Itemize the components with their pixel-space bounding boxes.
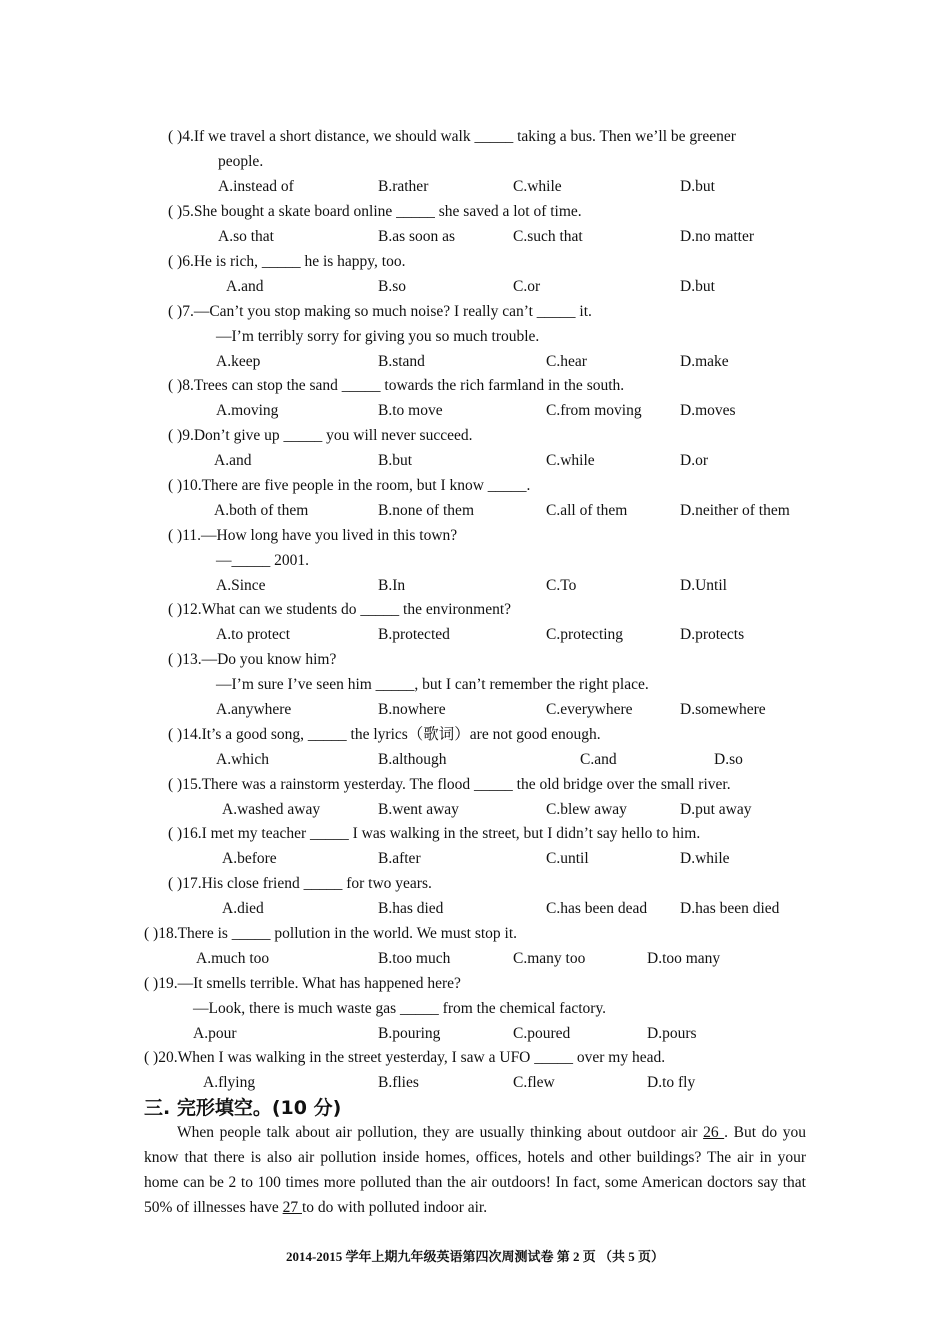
question-17-option-d: D.has been died xyxy=(680,900,780,917)
question-4-stem: ( )4.If we travel a short distance, we should walk _____ taking a bus. Then we’ll be greener xyxy=(168,128,736,145)
question-14-option-d: D.so xyxy=(714,751,743,768)
question-10-option-a: A.both of them xyxy=(214,502,309,519)
question-16-option-c: C.until xyxy=(546,850,589,867)
question-17-stem: ( )17.His close friend _____ for two years. xyxy=(168,875,432,892)
question-14-option-b: B.although xyxy=(378,751,447,768)
question-13-option-d: D.somewhere xyxy=(680,701,766,718)
question-10-option-c: C.all of them xyxy=(546,502,628,519)
question-12-stem: ( )12.What can we students do _____ the environment? xyxy=(168,601,512,618)
question-10-option-b: B.none of them xyxy=(378,502,474,519)
question-15-option-b: B.went away xyxy=(378,801,459,818)
question-16-option-d: D.while xyxy=(680,850,730,867)
cloze-text-part-2: . But do you know that there is also air pollution inside homes, offices, hotels and other buildings? The air in your home can be 2 to 100 times more polluted than the air outdoors! In fact, some American doctors say that 50% of illnesses have xyxy=(144,1124,806,1216)
question-13-option-b: B.nowhere xyxy=(378,701,446,718)
cloze-passage xyxy=(144,1120,806,1220)
question-5-option-b: B.as soon as xyxy=(378,228,456,245)
cloze-text-part-3: to do with polluted indoor air. xyxy=(301,1199,488,1216)
question-13-option-c: C.everywhere xyxy=(546,701,633,718)
question-20-option-d: D.to fly xyxy=(647,1074,696,1091)
question-9-option-d: D.or xyxy=(680,452,708,469)
question-8-stem: ( )8.Trees can stop the sand _____ towards the rich farmland in the south. xyxy=(168,377,625,394)
question-12-option-b: B.protected xyxy=(378,626,450,643)
question-20-option-a: A.flying xyxy=(203,1074,256,1091)
question-20-stem: ( )20.When I was walking in the street yesterday, I saw a UFO _____ over my head. xyxy=(144,1049,666,1066)
question-5-option-a: A.so that xyxy=(218,228,274,245)
question-7-option-c: C.hear xyxy=(546,353,587,370)
question-8-option-b: B.to move xyxy=(378,402,443,419)
question-7-option-a: A.keep xyxy=(216,353,261,370)
blank-27: 27 xyxy=(282,1199,302,1216)
question-17-option-c: C.has been dead xyxy=(546,900,648,917)
question-11-stem: ( )11.—How long have you lived in this town? xyxy=(168,527,458,544)
question-20-option-c: C.flew xyxy=(513,1074,555,1091)
question-14-stem: ( )14.It’s a good song, _____ the lyrics（歌词）are not good enough. xyxy=(168,726,601,743)
question-16-stem: ( )16.I met my teacher _____ I was walking in the street, but I didn’t say hello to him. xyxy=(168,825,701,842)
question-16-option-a: A.before xyxy=(222,850,277,867)
question-8-option-c: C.from moving xyxy=(546,402,642,419)
question-5-option-d: D.no matter xyxy=(680,228,755,245)
question-12-option-d: D.protects xyxy=(680,626,745,643)
question-4-option-c: C.while xyxy=(513,178,562,195)
question-18-option-a: A.much too xyxy=(196,950,270,967)
question-18-option-b: B.too much xyxy=(378,950,451,967)
question-18-stem: ( )18.There is _____ pollution in the world. We must stop it. xyxy=(144,925,518,942)
question-12-option-a: A.to protect xyxy=(216,626,291,643)
question-6-option-b: B.so xyxy=(378,278,406,295)
question-19-option-b: B.pouring xyxy=(378,1025,441,1042)
question-19-option-c: C.poured xyxy=(513,1025,571,1042)
question-11-option-b: B.In xyxy=(378,577,406,594)
question-5-stem: ( )5.She bought a skate board online _____ she saved a lot of time. xyxy=(168,203,582,220)
question-11-option-a: A.Since xyxy=(216,577,266,594)
question-19-stem-cont: —Look, there is much waste gas _____ from the chemical factory. xyxy=(193,1000,607,1017)
question-4-option-b: B.rather xyxy=(378,178,429,195)
question-6-option-c: C.or xyxy=(513,278,541,295)
question-17-option-a: A.died xyxy=(222,900,264,917)
section-title-cloze: 三. 完形填空。(10 分) xyxy=(144,1097,342,1119)
question-18-option-d: D.too many xyxy=(647,950,721,967)
question-13-option-a: A.anywhere xyxy=(216,701,292,718)
question-8-option-a: A.moving xyxy=(216,402,279,419)
question-13-stem: ( )13.—Do you know him? xyxy=(168,651,337,668)
question-19-option-d: D.pours xyxy=(647,1025,697,1042)
question-6-stem: ( )6.He is rich, _____ he is happy, too. xyxy=(168,253,406,270)
page-footer: 2014-2015 学年上期九年级英语第四次周测试卷 第 2 页 （共 5 页） xyxy=(285,1249,665,1264)
question-11-option-d: D.Until xyxy=(680,577,727,594)
question-13-stem-cont: —I’m sure I’ve seen him _____, but I can’t remember the right place. xyxy=(216,676,649,693)
question-7-option-d: D.make xyxy=(680,353,729,370)
question-8-option-d: D.moves xyxy=(680,402,736,419)
question-4-stem-cont: people. xyxy=(218,153,264,170)
question-7-stem-cont: —I’m terribly sorry for giving you so much trouble. xyxy=(216,328,540,345)
question-15-option-c: C.blew away xyxy=(546,801,627,818)
question-20-option-b: B.flies xyxy=(378,1074,419,1091)
question-18-option-c: C.many too xyxy=(513,950,586,967)
question-15-option-d: D.put away xyxy=(680,801,752,818)
question-11-stem-cont: —_____ 2001. xyxy=(216,552,309,569)
question-15-stem: ( )15.There was a rainstorm yesterday. The flood _____ the old bridge over the small river. xyxy=(168,776,731,793)
question-19-option-a: A.pour xyxy=(193,1025,237,1042)
question-19-stem: ( )19.—It smells terrible. What has happened here? xyxy=(144,975,461,992)
question-12-option-c: C.protecting xyxy=(546,626,624,643)
question-6-option-a: A.and xyxy=(226,278,264,295)
question-9-option-a: A.and xyxy=(214,452,252,469)
question-9-option-b: B.but xyxy=(378,452,413,469)
cloze-text-part-1: When people talk about air pollution, they are usually thinking about outdoor air xyxy=(177,1124,704,1141)
question-16-option-b: B.after xyxy=(378,850,421,867)
question-17-option-b: B.has died xyxy=(378,900,444,917)
question-10-stem: ( )10.There are five people in the room, but I know _____. xyxy=(168,477,531,494)
question-7-option-b: B.stand xyxy=(378,353,425,370)
question-7-stem: ( )7.—Can’t you stop making so much noise? I really can’t _____ it. xyxy=(168,303,592,320)
question-5-option-c: C.such that xyxy=(513,228,583,245)
question-15-option-a: A.washed away xyxy=(222,801,321,818)
question-10-option-d: D.neither of them xyxy=(680,502,790,519)
question-14-option-c: C.and xyxy=(580,751,617,768)
question-9-stem: ( )9.Don’t give up _____ you will never succeed. xyxy=(168,427,473,444)
blank-26: 26 xyxy=(703,1124,725,1141)
question-6-option-d: D.but xyxy=(680,278,715,295)
question-9-option-c: C.while xyxy=(546,452,595,469)
question-4-option-d: D.but xyxy=(680,178,715,195)
question-14-option-a: A.which xyxy=(216,751,269,768)
question-4-option-a: A.instead of xyxy=(218,178,294,195)
question-11-option-c: C.To xyxy=(546,577,577,594)
